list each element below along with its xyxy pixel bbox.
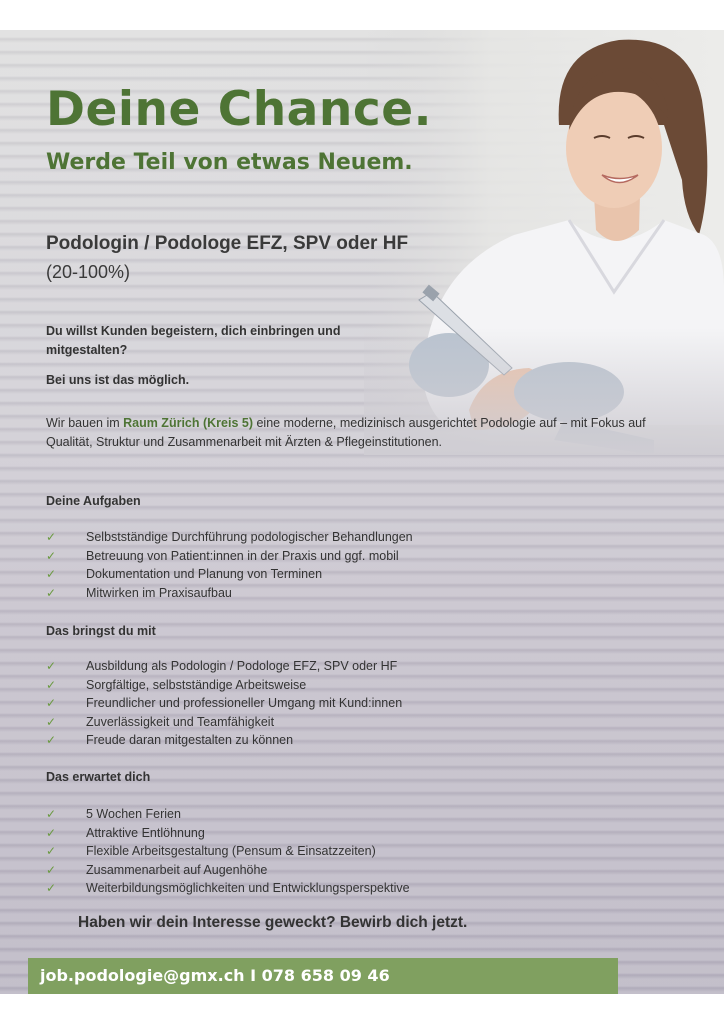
section-title-benefits: Das erwartet dich <box>46 770 151 784</box>
check-icon: ✓ <box>46 585 57 600</box>
list-item: ✓ Zusammenarbeit auf Augenhöhe <box>46 861 410 880</box>
check-icon: ✓ <box>46 881 57 895</box>
list-item: ✓ Flexible Arbeitsgestaltung (Pensum & Einsatzzeiten) <box>46 842 410 861</box>
list-item: ✓ Selbstständige Durchführung podologischer Behandlungen <box>46 528 413 547</box>
check-icon: ✓ <box>46 844 57 858</box>
section-title-tasks: Deine Aufgaben <box>46 494 141 508</box>
check-icon: ✓ <box>46 530 57 544</box>
list-item: ✓ Weiterbildungsmöglichkeiten und Entwicklungsperspektive <box>46 879 410 898</box>
list-item: ✓ Zuverlässigkeit und Teamfähigkeit <box>46 713 402 732</box>
call-to-action: Haben wir dein Interesse geweckt? Bewirb dich jetzt. <box>78 914 468 931</box>
list-item: ✓ Freundlicher und professioneller Umgang mit Kund:innen <box>46 694 402 713</box>
contact-info[interactable]: job.podologie@gmx.ch I 078 658 09 46 <box>40 966 390 985</box>
list-item: ✓ Betreuung von Patient:innen in der Praxis und ggf. mobil <box>46 547 413 566</box>
job-title: Podologin / Podologe EFZ, SPV oder HF <box>46 233 409 254</box>
requirements-list <box>46 657 402 750</box>
list-item: ✓ Dokumentation und Planung von Terminen <box>46 565 413 584</box>
benefits-list <box>46 805 410 898</box>
list-item: ✓ Freude daran mitgestalten zu können <box>46 731 402 750</box>
list-item: ✓ 5 Wochen Ferien <box>46 805 410 824</box>
check-icon: ✓ <box>46 714 57 729</box>
check-icon: ✓ <box>46 696 57 710</box>
tasks-list <box>46 528 413 602</box>
section-title-requirements: Das bringst du mit <box>46 624 156 638</box>
location-highlight: Raum Zürich (Kreis 5) <box>123 416 253 430</box>
subheadline: Werde Teil von etwas Neuem. <box>46 150 413 175</box>
check-icon: ✓ <box>46 807 57 821</box>
check-icon: ✓ <box>46 677 57 692</box>
intro-text: Du willst Kunden begeistern, dich einbringen und mitgestalten? <box>46 324 341 357</box>
headline: Deine Chance. <box>46 82 432 137</box>
contact-bar <box>28 958 618 994</box>
possible-text: Bei uns ist das möglich. <box>46 373 190 387</box>
description-part2: eine moderne, medizinisch ausgerichtet Podologie auf – mit Fokus auf Qualität, Struktur und Zusammenarbeit mit Ärzten & Pflegeinstitutionen. <box>46 416 646 449</box>
description-part1: Wir bauen im <box>46 416 124 430</box>
list-item: ✓ Sorgfältige, selbstständige Arbeitsweise <box>46 676 402 695</box>
check-icon: ✓ <box>46 659 57 673</box>
check-icon: ✓ <box>46 825 57 840</box>
check-icon: ✓ <box>46 567 57 581</box>
job-pensum: (20-100%) <box>46 262 131 282</box>
description-paragraph <box>46 414 676 452</box>
check-icon: ✓ <box>46 862 57 877</box>
list-item: ✓ Attraktive Entlöhnung <box>46 824 410 843</box>
check-icon: ✓ <box>46 548 57 563</box>
list-item: ✓ Ausbildung als Podologin / Podologe EFZ, SPV oder HF <box>46 657 402 676</box>
list-item: ✓ Mitwirken im Praxisaufbau <box>46 584 413 603</box>
flyer-page <box>0 30 724 994</box>
check-icon: ✓ <box>46 733 57 747</box>
